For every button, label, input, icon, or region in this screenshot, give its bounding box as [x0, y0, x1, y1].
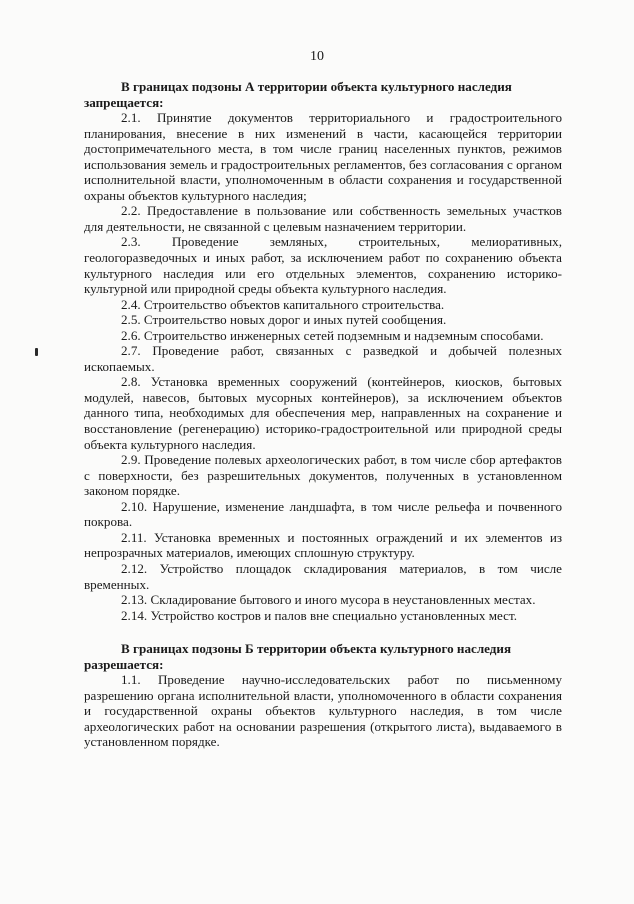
paragraph-2-14: 2.14. Устройство костров и палов вне специально установленных мест. — [121, 607, 517, 623]
section-b-heading — [84, 641, 562, 672]
section-b-heading-text: В границах подзоны Б территории объекта культурного наследия — [121, 641, 512, 657]
paragraph-2-4: 2.4. Строительство объектов капитального строительства. — [121, 296, 445, 312]
section-gap — [84, 623, 562, 641]
paragraph-2-8: 2.8. Установка временных сооружений (контейнеров, киосков, бытовых модулей, навесов, бытовых мусорных контейнеров), за исключением объектов данного типа, необходимых для обеспечения мер, направленных на сохранение и восстановление (регенерацию) историко-градостроительной или природной среды объекта культурного наследия. — [84, 374, 562, 452]
document-body — [84, 79, 562, 750]
paragraph-1-1: 1.1. Проведение научно-исследовательских работ по письменному разрешению органа исполнительной власти, уполномоченного в области сохранения и государственной охраны объектов культурного наследия, в том числе археологических работ на основании разрешения (открытого листа), выдаваемого в установленном порядке. — [84, 672, 562, 750]
section-b-heading-tail: разрешается: — [84, 656, 164, 672]
paragraph-2-10: 2.10. Нарушение, изменение ландшафта, в том числе рельефа и почвенного покрова. — [84, 498, 562, 530]
page-number: 10 — [310, 49, 324, 64]
paragraph-2-7: 2.7. Проведение работ, связанных с разведкой и добычей полезных ископаемых. — [84, 343, 562, 374]
paragraph-2-2: 2.2. Предоставление в пользование или собственность земельных участков для деятельности, не связанной с целевым назначением территории. — [84, 203, 562, 234]
paragraph-2-3: 2.3. Проведение земляных, строительных, мелиоративных, геологоразведочных и иных работ, за исключением работ по сохранению объекта культурного наследия или его отдельных элементов, сохранению историко-культурной или природной среды объекта культурного наследия. — [84, 234, 562, 297]
paragraph-2-12: 2.12. Устройство площадок складирования материалов, в том числе временных. — [84, 560, 562, 592]
section-a-heading-tail: запрещается: — [84, 94, 164, 110]
paragraph-2-11: 2.11. Установка временных и постоянных ограждений и их элементов из непрозрачных материалов, имеющих сплошную структуру. — [84, 529, 562, 561]
section-a-heading-text: В границах подзоны А территории объекта культурного наследия — [121, 79, 512, 94]
paragraph-2-1: 2.1. Принятие документов территориального и градостроительного планирования, внесение в них изменений в части, касающейся территории достопримечательного места, в том числе границ населенных пунктов, режимов использования земель и градостроительных регламентов, без согласования с органом исполнительной власти, уполномоченным в области сохранения и государственной охраны объектов культурного наследия; — [84, 110, 562, 203]
paragraph-2-9: 2.9. Проведение полевых археологических работ, в том числе сбор артефактов с поверхности, без разрешительных документов, полученных в установленном законом порядке. — [84, 452, 562, 499]
section-a-heading — [84, 79, 562, 110]
paragraph-2-6: 2.6. Строительство инженерных сетей подземным и надземным способами. — [121, 327, 544, 343]
paragraph-2-5: 2.5. Строительство новых дорог и иных путей сообщения. — [121, 312, 447, 328]
scan-mark — [35, 348, 38, 356]
paragraph-2-13: 2.13. Складирование бытового и иного мусора в неустановленных местах. — [121, 592, 536, 608]
